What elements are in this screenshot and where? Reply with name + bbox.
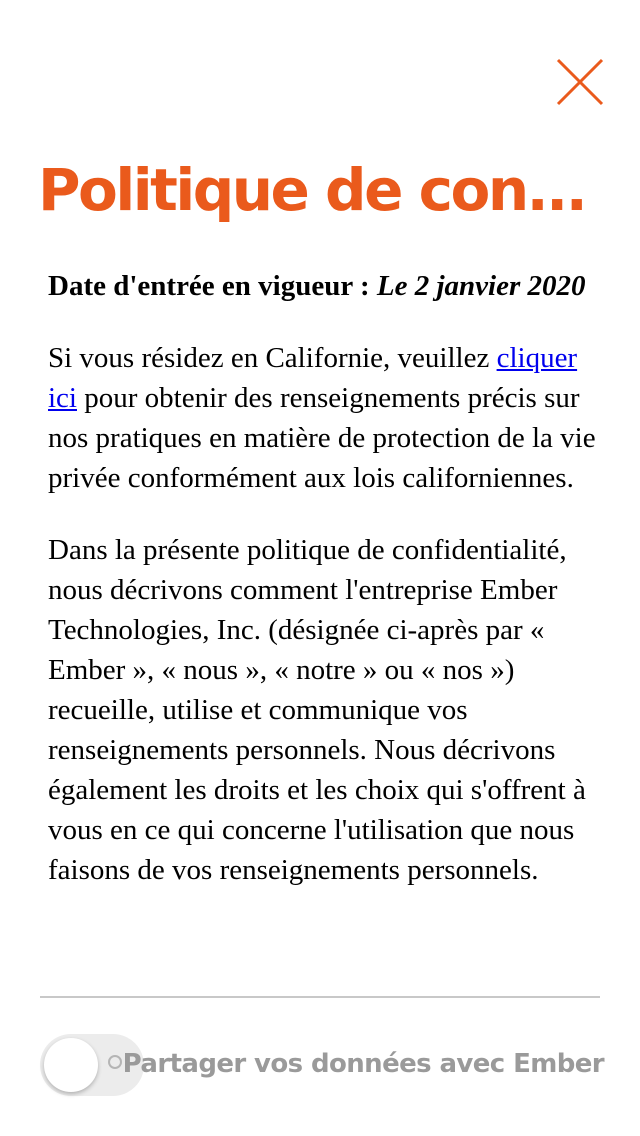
content-divider — [40, 996, 600, 998]
effective-date-value: Le 2 janvier 2020 — [376, 270, 586, 302]
california-link[interactable]: cliquer ici — [48, 342, 578, 414]
intro-paragraph: Dans la présente politique de confidentialité, nous décrivons comment l'entreprise Ember Technologies, Inc. (désignée ci-après par « Ember », « nous », « notre » ou « nos ») recueille, utilise et communique vos renseignements personnels. Nous décrivons également les droits et les choix qui s'offrent à vous en ce qui concerne l'utilisation que nous faisons de vos renseignements personnels. — [48, 534, 586, 886]
page-title: Politique de con... — [38, 156, 586, 224]
california-text-before: Si vous résidez en Californie, veuillez — [48, 342, 490, 374]
policy-content-scroll[interactable] — [48, 266, 596, 996]
effective-date — [48, 266, 596, 306]
share-data-row — [40, 1034, 604, 1098]
close-icon — [552, 54, 608, 110]
toggle-knob — [44, 1038, 98, 1092]
california-text-after: pour obtenir des renseignements précis sur nos pratiques en matière de protection de la vie privée conformément aux lois californiennes. — [48, 382, 596, 494]
share-data-label: Partager vos données avec Ember — [122, 1049, 604, 1079]
close-button[interactable] — [552, 54, 608, 110]
effective-date-label: Date d'entrée en vigueur : — [48, 270, 370, 302]
california-paragraph — [48, 338, 596, 498]
